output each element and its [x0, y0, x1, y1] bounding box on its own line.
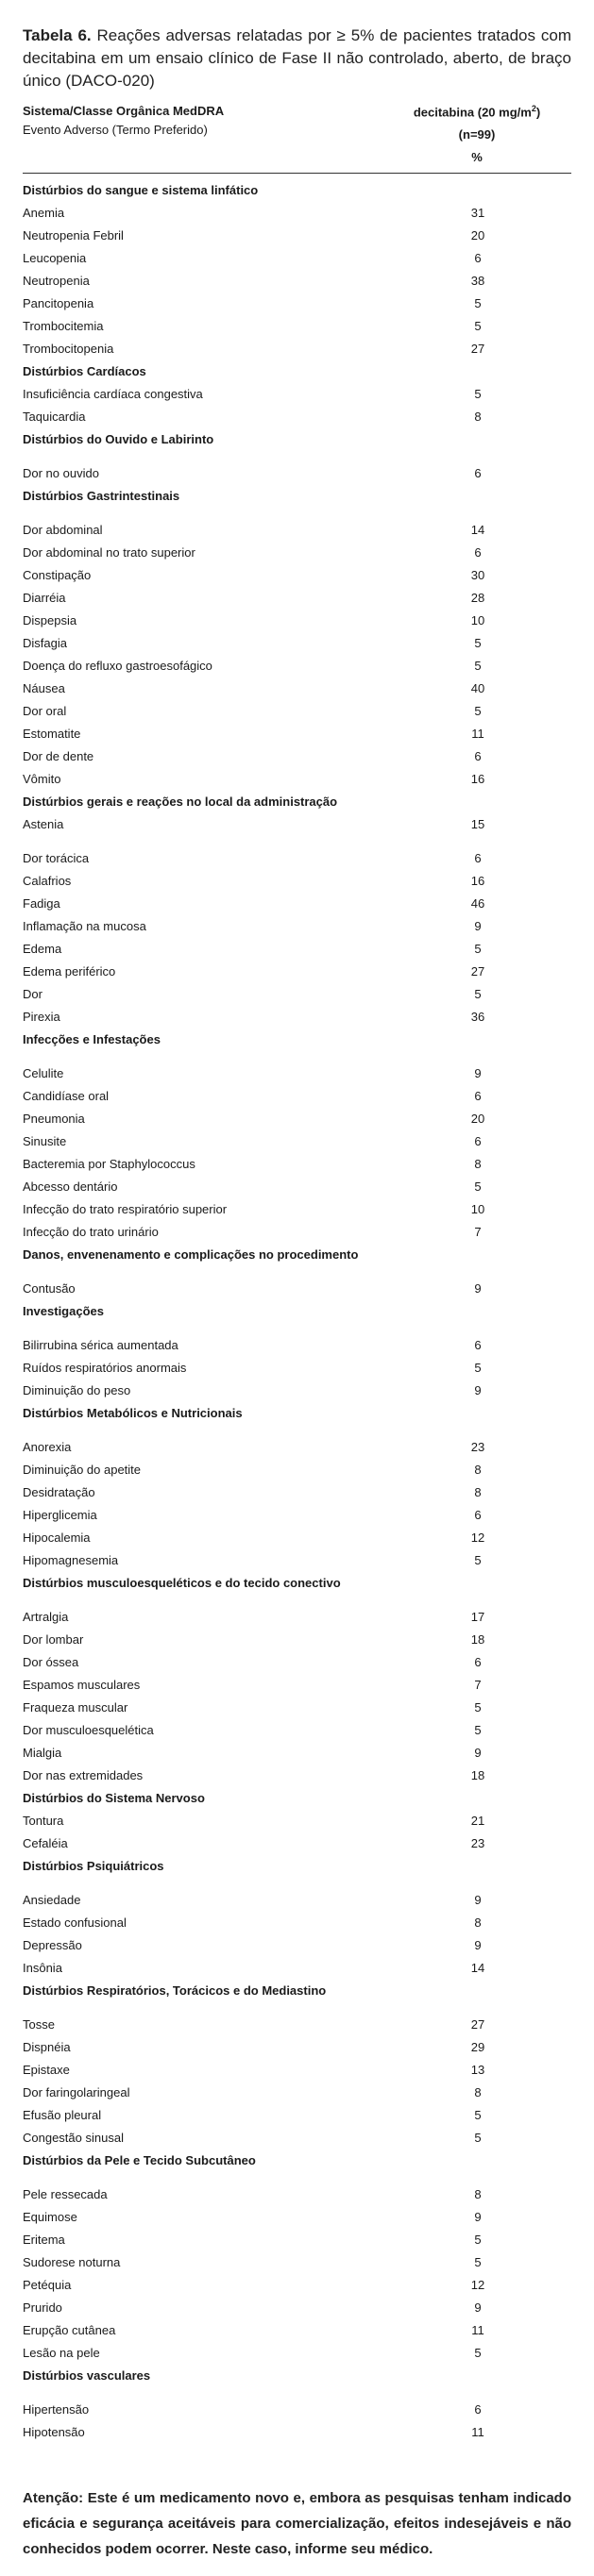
adverse-event-percent: 11 [471, 727, 484, 741]
category-heading: Distúrbios Cardíacos [23, 364, 146, 378]
header-sample-size: (n=99) [458, 127, 496, 142]
adverse-event-percent: 18 [470, 1768, 485, 1782]
adverse-event-label: Sinusite [23, 1134, 67, 1148]
category-heading: Distúrbios do Ouvido e Labirinto [23, 432, 214, 446]
category-heading: Distúrbios vasculares [23, 2368, 151, 2383]
category-heading: Distúrbios Psiquiátricos [23, 1859, 164, 1873]
adverse-event-label: Contusão [23, 1281, 76, 1296]
table-row [23, 270, 571, 293]
adverse-event-percent: 27 [470, 2017, 485, 2032]
table-row [23, 1006, 571, 1029]
adverse-event-percent: 27 [470, 964, 485, 979]
category-heading: Infecções e Infestações [23, 1032, 161, 1046]
table-row [23, 564, 571, 587]
adverse-event-percent: 6 [474, 466, 482, 480]
adverse-event-label: Hiperglicemia [23, 1508, 97, 1522]
adverse-event-label: Petéquia [23, 2278, 72, 2292]
header-system-class: Sistema/Classe Orgânica MedDRA [23, 104, 225, 118]
table-row [23, 1742, 571, 1765]
adverse-event-percent: 5 [474, 1361, 482, 1375]
category-heading: Distúrbios do Sistema Nervoso [23, 1791, 205, 1805]
adverse-event-label: Tontura [23, 1814, 64, 1828]
adverse-event-percent: 14 [470, 1961, 485, 1975]
adverse-event-label: Dor nas extremidades [23, 1768, 144, 1782]
adverse-event-percent: 9 [474, 1746, 482, 1760]
adverse-event-label: Hipomagnesemia [23, 1553, 119, 1567]
header-drug-dose-sup: 2 [531, 104, 536, 113]
table-row [23, 1357, 571, 1380]
table-row [23, 1912, 571, 1934]
adverse-event-percent: 11 [471, 2323, 484, 2337]
adverse-event-label: Estomatite [23, 727, 81, 741]
category-heading: Investigações [23, 1304, 104, 1318]
table-row [23, 2274, 571, 2297]
adverse-event-percent: 5 [474, 387, 482, 401]
adverse-event-percent: 5 [474, 2255, 482, 2269]
adverse-event-percent: 8 [474, 1463, 482, 1477]
adverse-event-percent: 6 [474, 1655, 482, 1669]
adverse-event-percent: 30 [470, 568, 485, 582]
category-heading: Distúrbios do sangue e sistema linfático [23, 183, 259, 197]
adverse-event-percent: 31 [470, 206, 485, 220]
adverse-event-label: Dor lombar [23, 1632, 84, 1647]
adverse-event-percent: 12 [470, 2278, 485, 2292]
adverse-event-percent: 11 [471, 2425, 484, 2439]
table-row [23, 1176, 571, 1198]
table-row [23, 938, 571, 961]
adverse-event-percent: 9 [474, 2210, 482, 2224]
adverse-event-label: Dor de dente [23, 749, 94, 763]
adverse-event-label: Dor torácica [23, 851, 90, 865]
adverse-event-label: Dispnéia [23, 2040, 71, 2054]
header-drug-dose-text: decitabina (20 mg/m [413, 105, 532, 120]
table-row [23, 1130, 571, 1153]
adverse-event-label: Prurido [23, 2300, 62, 2315]
adverse-event-label: Lesão na pele [23, 2346, 100, 2360]
adverse-event-percent: 28 [470, 591, 485, 605]
table-row [23, 542, 571, 564]
table-row [23, 519, 571, 542]
adverse-event-label: Pirexia [23, 1010, 60, 1024]
adverse-event-label: Neutropenia Febril [23, 228, 124, 243]
adverse-event-label: Tosse [23, 2017, 55, 2032]
adverse-event-label: Inflamação na mucosa [23, 919, 146, 933]
table-row [23, 2319, 571, 2342]
adverse-event-percent: 15 [470, 817, 485, 831]
table-row [23, 1380, 571, 1402]
table-row [23, 2399, 571, 2421]
adverse-event-label: Fraqueza muscular [23, 1700, 128, 1715]
table-row [23, 677, 571, 700]
adverse-event-percent: 9 [474, 1938, 482, 1952]
table-row [23, 1957, 571, 1980]
adverse-event-label: Efusão pleural [23, 2108, 102, 2122]
table-row [23, 870, 571, 893]
adverse-event-label: Anorexia [23, 1440, 72, 1454]
adverse-event-percent: 36 [470, 1010, 485, 1024]
adverse-event-percent: 8 [474, 2085, 482, 2099]
category-heading: Distúrbios Metabólicos e Nutricionais [23, 1406, 243, 1420]
adverse-event-percent: 5 [474, 2131, 482, 2145]
adverse-event-percent: 6 [474, 545, 482, 560]
adverse-event-percent: 20 [470, 228, 485, 243]
table-row [23, 1153, 571, 1176]
adverse-event-label: Pancitopenia [23, 296, 94, 310]
table-row [23, 1436, 571, 1459]
adverse-event-label: Fadiga [23, 896, 60, 911]
adverse-event-label: Diminuição do peso [23, 1383, 131, 1397]
adverse-event-label: Vômito [23, 772, 61, 786]
adverse-event-percent: 5 [474, 1723, 482, 1737]
adverse-event-label: Abcesso dentário [23, 1179, 118, 1194]
table-row [23, 745, 571, 768]
table-row [23, 587, 571, 610]
adverse-event-percent: 5 [474, 659, 482, 673]
adverse-event-label: Constipação [23, 568, 92, 582]
adverse-event-percent: 5 [474, 1553, 482, 1567]
adverse-event-percent: 20 [470, 1112, 485, 1126]
table-row [23, 462, 571, 485]
adverse-event-percent: 13 [470, 2063, 485, 2077]
adverse-event-percent: 23 [470, 1440, 485, 1454]
adverse-event-percent: 8 [474, 410, 482, 424]
table-row [23, 2059, 571, 2082]
adverse-event-percent: 5 [474, 2233, 482, 2247]
adverse-event-label: Ansiedade [23, 1893, 81, 1907]
adverse-event-label: Edema [23, 942, 62, 956]
table-row [23, 2104, 571, 2127]
document [23, 25, 571, 2576]
adverse-event-percent: 6 [474, 1508, 482, 1522]
adverse-event-percent: 7 [474, 1678, 482, 1692]
header-divider [23, 173, 571, 174]
table-row [23, 1674, 571, 1697]
adverse-event-label: Anemia [23, 206, 65, 220]
adverse-event-label: Disfagia [23, 636, 67, 650]
adverse-event-label: Estado confusional [23, 1915, 127, 1930]
adverse-event-percent: 8 [474, 1485, 482, 1499]
table-row [23, 1697, 571, 1719]
table-row [23, 2421, 571, 2444]
adverse-event-label: Ruídos respiratórios anormais [23, 1361, 187, 1375]
adverse-event-label: Doença do refluxo gastroesofágico [23, 659, 212, 673]
adverse-event-percent: 6 [474, 1089, 482, 1103]
adverse-event-percent: 14 [470, 523, 485, 537]
adverse-event-label: Depressão [23, 1938, 82, 1952]
table-row [23, 2206, 571, 2229]
table-row [23, 1549, 571, 1572]
adverse-event-label: Dor faringolaringeal [23, 2085, 130, 2099]
adverse-event-percent: 18 [470, 1632, 485, 1647]
table-row [23, 1504, 571, 1527]
table-row [23, 2036, 571, 2059]
adverse-event-percent: 8 [474, 1915, 482, 1930]
table-row [23, 406, 571, 428]
header-percent: % [471, 150, 483, 164]
table-row [23, 202, 571, 225]
table-row [23, 1719, 571, 1742]
adverse-event-label: Diminuição do apetite [23, 1463, 142, 1477]
adverse-event-percent: 12 [470, 1531, 485, 1545]
table-row [23, 915, 571, 938]
adverse-event-label: Trombocitemia [23, 319, 104, 333]
adverse-event-label: Erupção cutânea [23, 2323, 116, 2337]
category-heading: Distúrbios da Pele e Tecido Subcutâneo [23, 2153, 256, 2167]
table-row [23, 1334, 571, 1357]
adverse-event-percent: 9 [474, 1383, 482, 1397]
category-heading: Danos, envenenamento e complicações no procedimento [23, 1247, 359, 1262]
adverse-event-percent: 10 [470, 613, 485, 627]
adverse-event-label: Hipocalemia [23, 1531, 91, 1545]
adverse-event-percent: 6 [474, 2402, 482, 2417]
adverse-event-label: Artralgia [23, 1610, 69, 1624]
table-row [23, 723, 571, 745]
adverse-event-percent: 9 [474, 2300, 482, 2315]
table-row [23, 610, 571, 632]
adverse-event-percent: 6 [474, 1134, 482, 1148]
adverse-event-label: Bacteremia por Staphylococcus [23, 1157, 195, 1171]
table-row [23, 2014, 571, 2036]
adverse-event-percent: 40 [470, 681, 485, 695]
adverse-event-label: Dor abdominal [23, 523, 103, 537]
adverse-event-percent: 8 [474, 1157, 482, 1171]
table-row [23, 632, 571, 655]
table-row [23, 768, 571, 791]
adverse-event-label: Infecção do trato respiratório superior [23, 1202, 228, 1216]
adverse-event-percent: 5 [474, 704, 482, 718]
table-row [23, 1889, 571, 1912]
adverse-event-percent: 9 [474, 1893, 482, 1907]
adverse-event-label: Dor [23, 987, 42, 1001]
adverse-event-percent: 9 [474, 1066, 482, 1080]
table-row [23, 813, 571, 847]
adverse-event-label: Neutropenia [23, 274, 90, 288]
adverse-event-label: Astenia [23, 817, 64, 831]
adverse-event-label: Sudorese noturna [23, 2255, 121, 2269]
table-row [23, 1062, 571, 1085]
table-row [23, 315, 571, 338]
adverse-event-label: Bilirrubina sérica aumentada [23, 1338, 178, 1352]
adverse-event-percent: 6 [474, 749, 482, 763]
adverse-event-label: Edema periférico [23, 964, 116, 979]
adverse-event-label: Congestão sinusal [23, 2131, 124, 2145]
adverse-event-percent: 5 [474, 319, 482, 333]
adverse-event-percent: 5 [474, 2108, 482, 2122]
warning-note: Atenção: Este é um medicamento novo e, embora as pesquisas tenham indicado eficácia e segurança aceitáveis para comercialização, efeitos indesejáveis e não conhecidos podem ocorrer. Neste caso, informe seu médico. [23, 2490, 571, 2557]
adverse-event-percent: 16 [470, 772, 485, 786]
adverse-event-label: Candidíase oral [23, 1089, 110, 1103]
table-row [23, 1934, 571, 1957]
table-row [23, 1481, 571, 1504]
adverse-event-label: Pele ressecada [23, 2187, 108, 2201]
adverse-event-label: Dor óssea [23, 1655, 79, 1669]
adverse-event-percent: 9 [474, 919, 482, 933]
header-adverse-event: Evento Adverso (Termo Preferido) [23, 123, 208, 137]
adverse-event-label: Desidratação [23, 1485, 95, 1499]
adverse-event-percent: 5 [474, 2346, 482, 2360]
adverse-event-label: Taquicardia [23, 410, 86, 424]
table-row [23, 1278, 571, 1300]
table-row [23, 1651, 571, 1674]
table-row [23, 225, 571, 247]
adverse-event-percent: 5 [474, 636, 482, 650]
adverse-event-label: Eritema [23, 2233, 65, 2247]
table-header [23, 102, 571, 179]
adverse-event-label: Infecção do trato urinário [23, 1225, 159, 1239]
adverse-event-percent: 5 [474, 987, 482, 1001]
adverse-event-percent: 5 [474, 1700, 482, 1715]
adverse-event-label: Dor no ouvido [23, 466, 99, 480]
category-heading: Distúrbios Gastrintestinais [23, 489, 180, 503]
adverse-event-label: Insuficiência cardíaca congestiva [23, 387, 203, 401]
table-row [23, 1459, 571, 1481]
adverse-event-label: Dor musculoesquelética [23, 1723, 154, 1737]
table-caption-text: Reações adversas relatadas por ≥ 5% de pacientes tratados com decitabina em um ensaio clínico de Fase II não controlado, aberto, de braço único (DACO-020) [23, 26, 571, 90]
adverse-event-percent: 5 [474, 1179, 482, 1194]
table-row [23, 383, 571, 406]
table-row [23, 1198, 571, 1221]
adverse-event-percent: 10 [470, 1202, 485, 1216]
table-body [23, 179, 571, 2444]
table-row [23, 1108, 571, 1130]
table-row [23, 1085, 571, 1108]
adverse-event-percent: 6 [474, 251, 482, 265]
table-row [23, 1606, 571, 1629]
table-row [23, 1527, 571, 1549]
table-row [23, 655, 571, 677]
adverse-event-label: Cefaléia [23, 1836, 68, 1850]
table-row [23, 338, 571, 360]
adverse-event-percent: 16 [470, 874, 485, 888]
adverse-event-label: Equimose [23, 2210, 77, 2224]
category-heading: Distúrbios gerais e reações no local da administração [23, 795, 338, 809]
adverse-event-percent: 21 [470, 1814, 485, 1828]
table-row [23, 2297, 571, 2319]
adverse-event-label: Diarréia [23, 591, 66, 605]
table-row [23, 2251, 571, 2274]
adverse-event-label: Hipertensão [23, 2402, 90, 2417]
table-row [23, 2082, 571, 2104]
category-heading: Distúrbios Respiratórios, Torácicos e do Mediastino [23, 1983, 327, 1998]
adverse-event-percent: 6 [474, 1338, 482, 1352]
table-row [23, 1221, 571, 1244]
adverse-event-percent: 7 [474, 1225, 482, 1239]
adverse-event-percent: 17 [470, 1610, 485, 1624]
adverse-event-label: Epistaxe [23, 2063, 70, 2077]
table-row [23, 1810, 571, 1832]
table-row [23, 1832, 571, 1855]
adverse-event-label: Insônia [23, 1961, 62, 1975]
category-heading: Distúrbios musculoesqueléticos e do tecido conectivo [23, 1576, 341, 1590]
adverse-event-label: Dispepsia [23, 613, 77, 627]
adverse-event-label: Mialgia [23, 1746, 62, 1760]
table-caption [23, 25, 571, 92]
adverse-event-label: Trombocitopenia [23, 342, 114, 356]
adverse-event-percent: 8 [474, 2187, 482, 2201]
table-row [23, 1629, 571, 1651]
table-row [23, 247, 571, 270]
table-caption-label: Tabela 6. [23, 26, 92, 44]
adverse-event-label: Calafrios [23, 874, 72, 888]
adverse-event-label: Espamos musculares [23, 1678, 141, 1692]
adverse-event-percent: 23 [470, 1836, 485, 1850]
adverse-event-percent: 46 [470, 896, 485, 911]
adverse-event-label: Leucopenia [23, 251, 87, 265]
table-row [23, 893, 571, 915]
table-row [23, 700, 571, 723]
table-row [23, 2342, 571, 2365]
adverse-event-label: Pneumonia [23, 1112, 85, 1126]
adverse-event-label: Hipotensão [23, 2425, 85, 2439]
table-row [23, 961, 571, 983]
adverse-event-percent: 5 [474, 942, 482, 956]
header-drug-dose-end: ) [535, 105, 541, 120]
adverse-event-label: Celulite [23, 1066, 64, 1080]
adverse-event-percent: 5 [474, 296, 482, 310]
adverse-event-label: Dor abdominal no trato superior [23, 545, 195, 560]
table-row [23, 2229, 571, 2251]
adverse-event-label: Náusea [23, 681, 65, 695]
table-row [23, 847, 571, 870]
adverse-event-label: Dor oral [23, 704, 67, 718]
table-row [23, 2183, 571, 2206]
adverse-event-percent: 29 [470, 2040, 485, 2054]
table-row [23, 983, 571, 1006]
adverse-event-percent: 6 [474, 851, 482, 865]
table-row [23, 293, 571, 315]
adverse-event-percent: 9 [474, 1281, 482, 1296]
table-row [23, 2127, 571, 2149]
adverse-event-percent: 27 [470, 342, 485, 356]
header-drug-dose [382, 104, 571, 119]
table-row [23, 1765, 571, 1787]
adverse-event-percent: 38 [470, 274, 485, 288]
